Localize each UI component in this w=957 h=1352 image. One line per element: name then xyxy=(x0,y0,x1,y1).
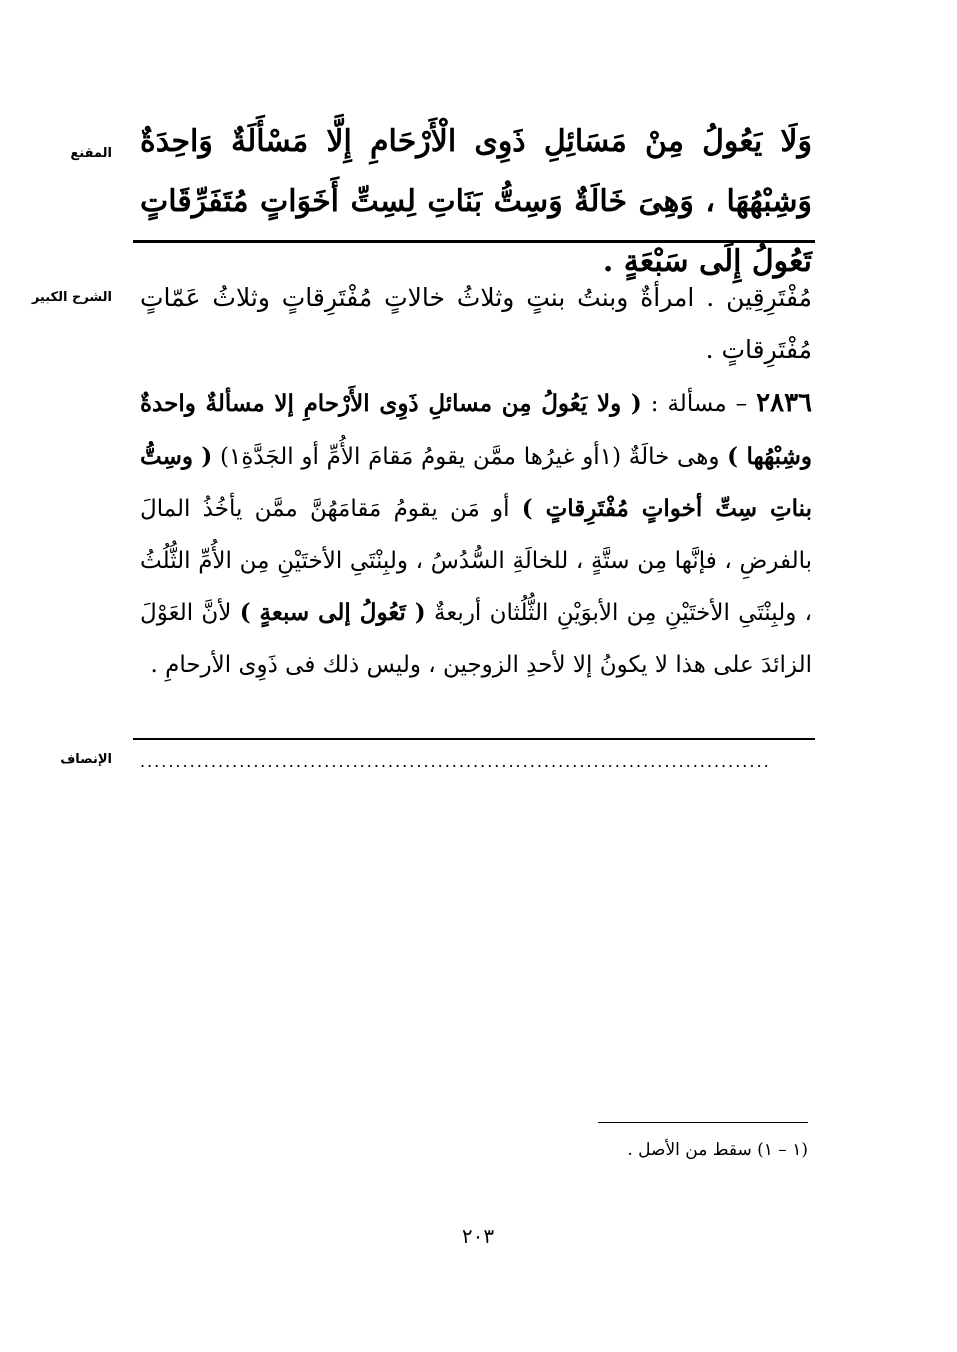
footnote: (١ – ١) سقط من الأصل . xyxy=(627,1140,808,1160)
margin-label-muqni: المقنع xyxy=(70,146,112,161)
masala-dash: – xyxy=(726,391,757,417)
muqni-text: وَلَا يَعُولُ مِنْ مَسَائِلِ ذَوِى الْأَرْحَامِ إِلَّا مَسْأَلَةٌ وَاحِدَةٌ وَشِبْهُهَا ، وَهِىَ خَالَةٌ وَسِتُّ بَنَاتِ لِسِتِّ أَخَوَاتٍ مُتَفَرِّقَاتٍ تَعُولُ إِلَى سَبْعَةٍ . xyxy=(140,124,812,279)
footnote-divider xyxy=(598,1122,808,1123)
masala-text-4: لأنَّ العَوْلَ الزائدَ على هذا لا يكونُ إلا لأحدِ الزوجين ، وليس ذلك فى ذَوِى الأرحامِ . xyxy=(140,600,812,678)
masala-quote-2: ( وسِتُّ بناتِ سِتِّ أخواتٍ مُفْتَرِقاتٍ ) xyxy=(140,442,813,522)
margin-label-sharh: الشرح الكبير xyxy=(31,290,112,305)
insaf-dotted-line: ......................................................................................... xyxy=(140,752,771,771)
masala-paragraph xyxy=(140,378,812,691)
masala-text-3: أو مَن يقومُ مَقامَهُنَّ ممَّن يأخُذُ المالَ بالفرضِ ، فإنَّها مِن ستَّةٍ ، للخالَةِ السُّدُسُ ، ولبِنْتَىِ الأختَيْنِ مِن الأُمِّ الثُّلُثُ ، ولبِنْتَىِ الأختَيْنِ مِن الأبوَيْنِ الثُّلُثان أربعةٌ xyxy=(140,496,813,626)
masala-number: ٢٨٣٦ xyxy=(756,388,812,418)
masala-text-1: وهى خالَةٌ xyxy=(621,443,728,470)
section-divider-thin xyxy=(133,738,815,740)
masala-label: مسألة : xyxy=(641,391,727,417)
margin-label-insaf: الإنصاف xyxy=(60,752,112,767)
sharh-intro-text: مُفْتَرِقِين . امرأةٌ وبنتُ بنتٍ وثلاثُ خالاتٍ مُفْتَرِقاتٍ وثلاثُ عَمّاتٍ مُفْتَرِقاتٍ . xyxy=(140,283,812,364)
masala-quote-1: ( ولا يَعُولُ مِن مسائلِ ذَوِى الأَرْحامِ إلا مسألةٌ واحدةٌ وشِبْهُها ) xyxy=(140,390,812,470)
section-divider-thick xyxy=(133,240,815,243)
page-number: ٢٠٣ xyxy=(461,1224,495,1248)
masala-text-2: (١أو غيرُها ممَّن يقومُ مَقامَ الأُمِّ أو الجَدَّةِ١) xyxy=(212,443,622,470)
masala-quote-3: ( تَعُولُ إلى سبعةٍ ) xyxy=(239,599,426,626)
